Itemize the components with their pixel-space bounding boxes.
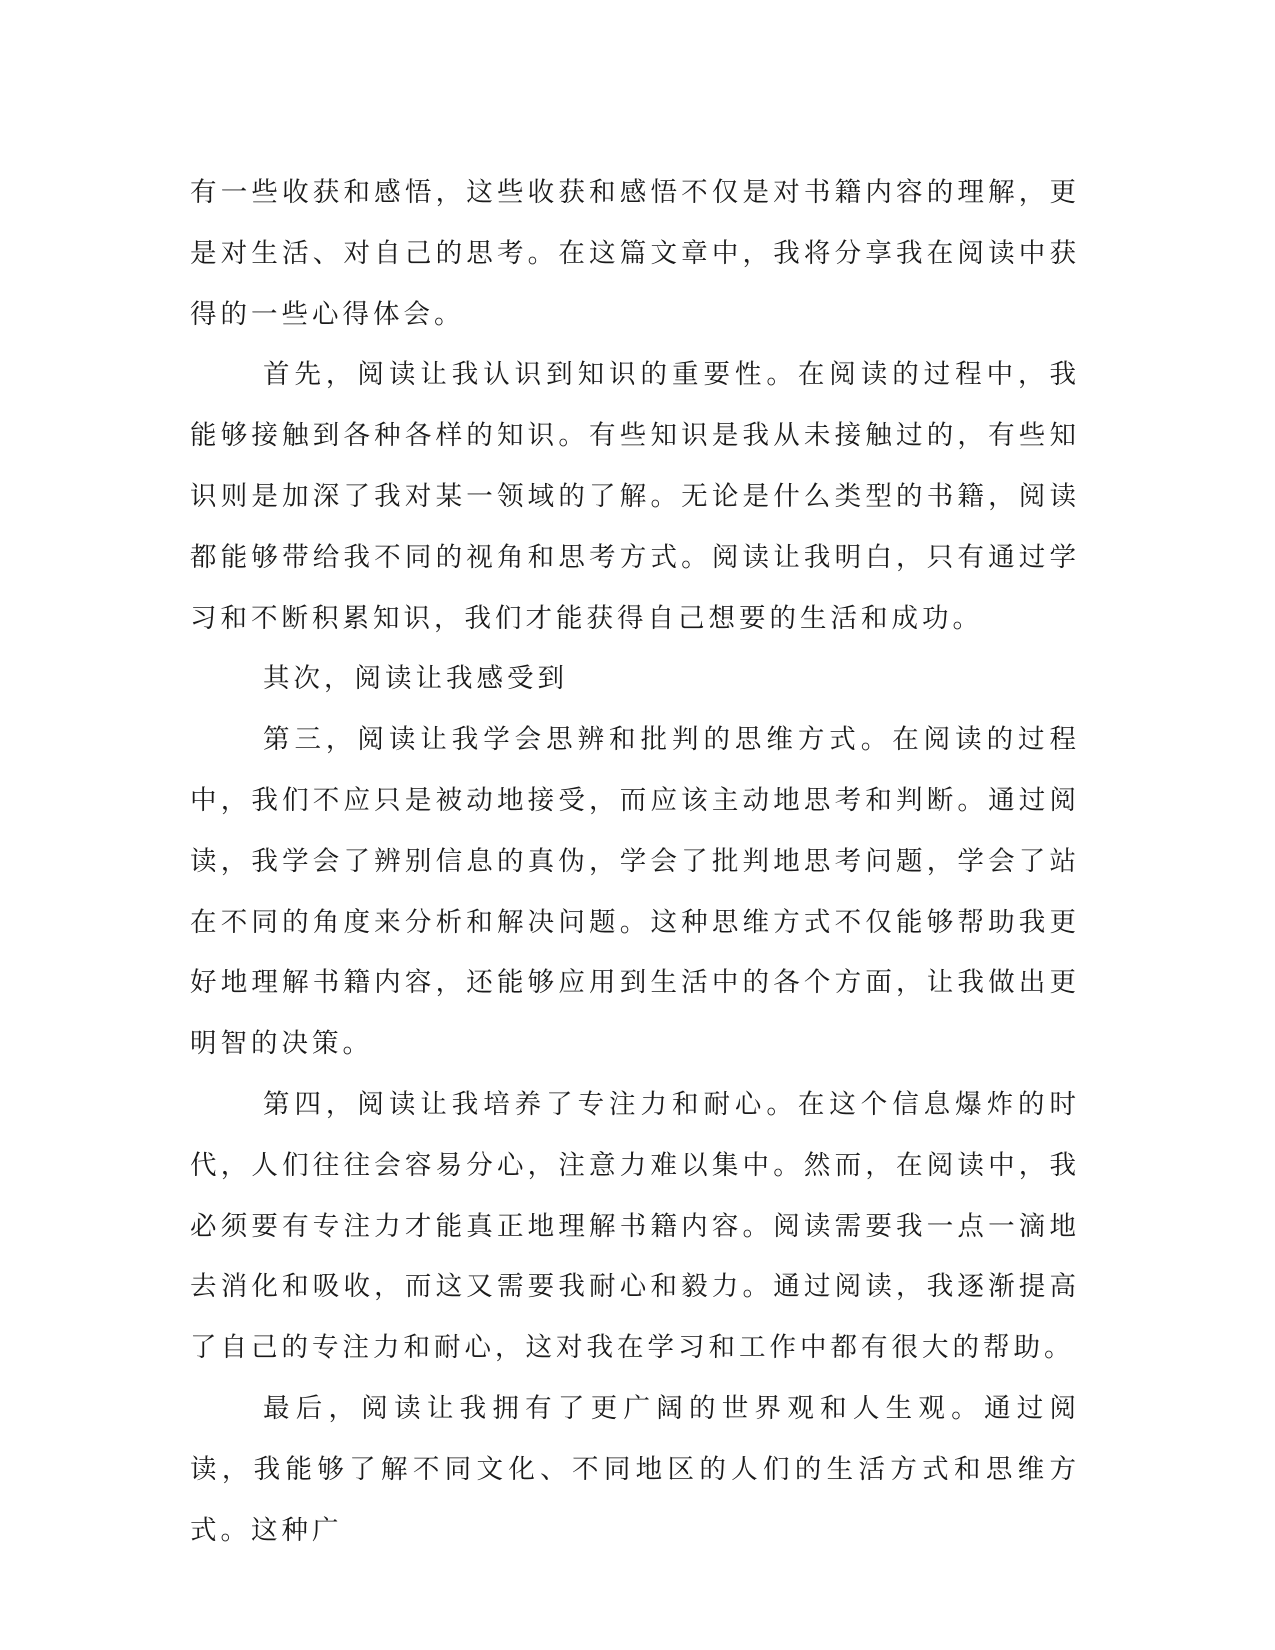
paragraph-first-point: 首先，阅读让我认识到知识的重要性。在阅读的过程中，我能够接触到各种各样的知识。有些知识是我从未接触过的，有些知识则是加深了我对某一领域的了解。无论是什么类型的书籍，阅读都能够带给我不同的视角和思考方式。阅读让我明白，只有通过学习和不断积累知识，我们才能获得自己想要的生活和成功。 [190,359,1080,634]
paragraph-intro-continuation: 有一些收获和感悟，这些收获和感悟不仅是对书籍内容的理解，更是对生活、对自己的思考。在这篇文章中，我将分享我在阅读中获得的一些心得体会。 [190,177,1080,330]
paragraph-third-point: 第三，阅读让我学会思辨和批判的思维方式。在阅读的过程中，我们不应只是被动地接受，而应该主动地思考和判断。通过阅读，我学会了辨别信息的真伪，学会了批判地思考问题，学会了站在不同的角度来分析和解决问题。这种思维方式不仅能够帮助我更好地理解书籍内容，还能够应用到生活中的各个方面，让我做出更明智的决策。 [190,724,1080,1060]
paragraph-fourth-point: 第四，阅读让我培养了专注力和耐心。在这个信息爆炸的时代，人们往往会容易分心，注意力难以集中。然而，在阅读中，我必须要有专注力才能真正地理解书籍内容。阅读需要我一点一滴地去消化和吸收，而这又需要我耐心和毅力。通过阅读，我逐渐提高了自己的专注力和耐心，这对我在学习和工作中都有很大的帮助。 [190,1088,1080,1364]
document-body [190,163,1080,1561]
paragraph-second-point: 其次，阅读让我感受到 [263,663,568,695]
paragraph-last-point: 最后，阅读让我拥有了更广阔的世界观和人生观。通过阅读，我能够了解不同文化、不同地区的人们的生活方式和思维方式。这种广 [190,1392,1080,1546]
